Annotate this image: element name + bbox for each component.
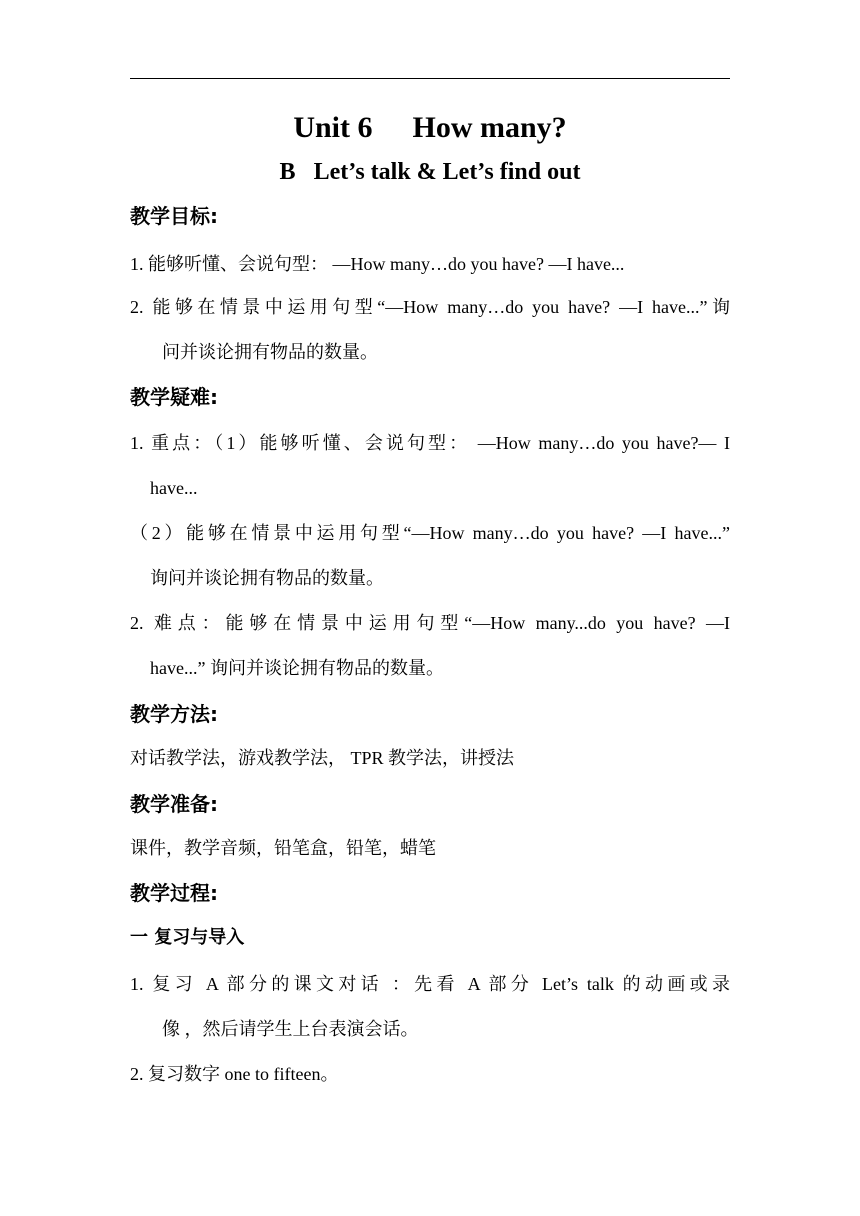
subtitle-text: Let’s talk & Let’s find out bbox=[313, 159, 581, 185]
difficulties-item-1b-line-2: 询问并谈论拥有物品的数量。 bbox=[150, 568, 384, 588]
difficulties-item-1b-line-1: （2）能够在情景中运用句型“—How many…do you have? —I have...” bbox=[130, 523, 730, 543]
difficulties-item-2-line-1: 2. 难点：能够在情景中运用句型“—How many...do you have? —I bbox=[130, 613, 730, 633]
process-item-1-line-2: 像 ，然后请学生上台表演会话。 bbox=[162, 1019, 419, 1039]
process-step-1-heading: 一 复习与导入 bbox=[130, 927, 245, 948]
objectives-item-1: 1. 能够听懂、会说句型： —How many…do you have? —I have... bbox=[130, 254, 625, 274]
difficulties-item-1-line-1: 1. 重点：（1）能够听懂、会说句型： —How many…do you have?— I bbox=[130, 433, 730, 453]
page-title bbox=[130, 108, 730, 148]
preparation-heading: 教学准备: bbox=[130, 792, 218, 816]
difficulties-heading: 教学疑难: bbox=[130, 385, 218, 409]
subtitle-part: B bbox=[279, 159, 296, 185]
process-item-1-line-1: 1. 复习 A 部分的课文对话 ：先看 A 部分 Let’s talk 的动画或录 bbox=[130, 974, 730, 994]
methods-heading: 教学方法: bbox=[130, 702, 218, 726]
preparation-text: 课件，教学音频，铅笔盒，铅笔，蜡笔 bbox=[130, 838, 436, 858]
difficulties-item-1-line-2: have... bbox=[150, 478, 198, 498]
header-rule bbox=[130, 78, 730, 79]
objectives-item-2-line-1: 2. 能够在情景中运用句型“—How many…do you have? —I have...”询 bbox=[130, 297, 730, 317]
difficulties-item-2-line-2: have...” 询问并谈论拥有物品的数量。 bbox=[150, 658, 444, 678]
objectives-item-2-line-2: 问并谈论拥有物品的数量。 bbox=[162, 342, 378, 362]
title-topic: How many? bbox=[412, 111, 567, 144]
process-heading: 教学过程: bbox=[130, 881, 218, 905]
objectives-heading: 教学目标: bbox=[130, 204, 218, 228]
page-subtitle bbox=[130, 156, 730, 188]
title-unit: Unit 6 bbox=[293, 111, 373, 144]
methods-text: 对话教学法，游戏教学法， TPR 教学法，讲授法 bbox=[130, 748, 515, 768]
process-item-2: 2. 复习数字 one to fifteen。 bbox=[130, 1064, 339, 1084]
